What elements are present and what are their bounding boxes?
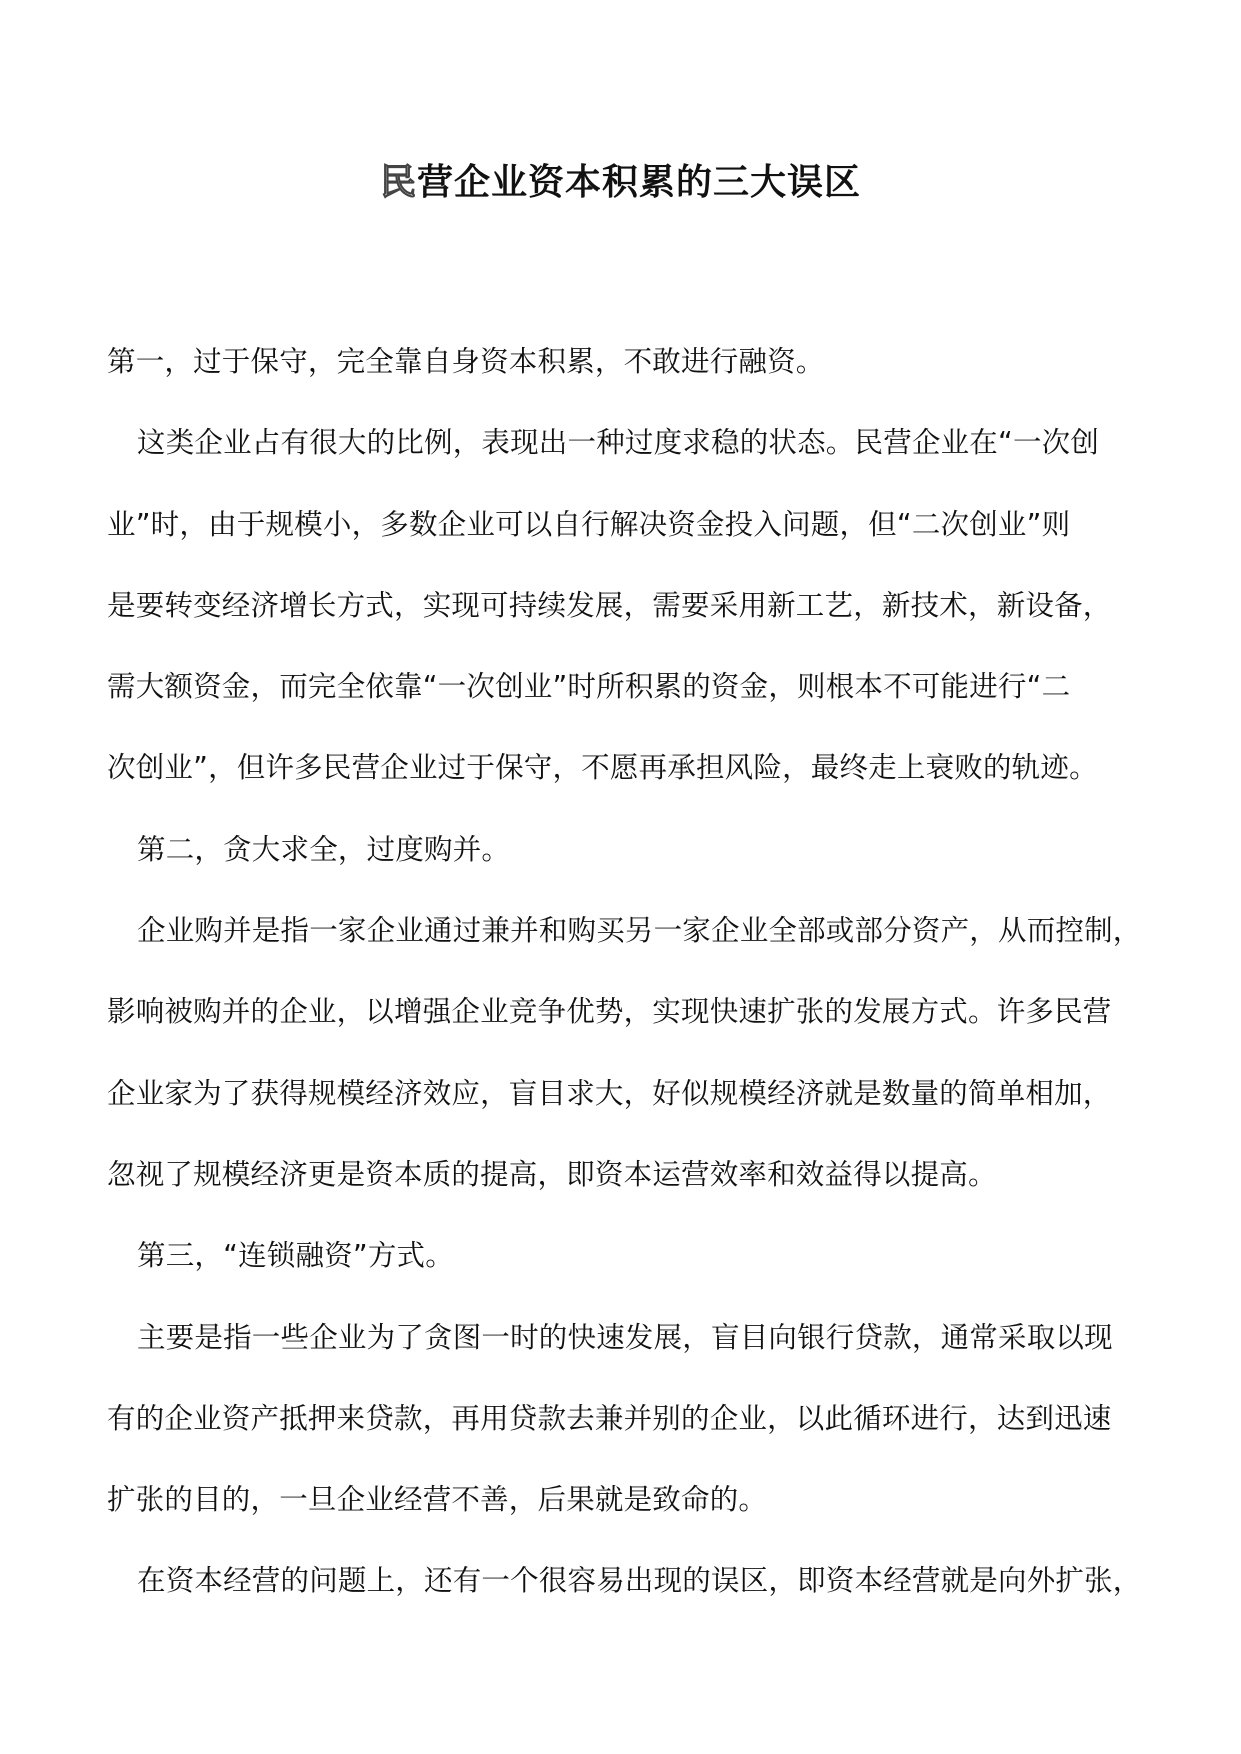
- title-first-char: 民: [379, 162, 417, 203]
- document-title: [0, 158, 1241, 208]
- text-line: 次创业”，但许多民营企业过于保守，不愿再承担风险，最终走上衰败的轨迹。: [107, 751, 1098, 785]
- text-line: 业”时，由于规模小，多数企业可以自行解决资金投入问题，但“二次创业”则: [107, 507, 1071, 541]
- document-body: [107, 339, 1142, 1640]
- text-line: 第一，过于保守，完全靠自身资本积累，不敢进行融资。: [107, 345, 825, 378]
- text-line: 是要转变经济增长方式，实现可持续发展，需要采用新工艺，新技术，新设备，: [107, 588, 1112, 622]
- text-line: 这类企业占有很大的比例，表现出一种过度求稳的状态。民营企业在“一次创: [137, 426, 1100, 460]
- text-line: 扩张的目的，一旦企业经营不善，后果就是致命的。: [107, 1483, 768, 1517]
- text-line: 企业家为了获得规模经济效应，盲目求大，好似规模经济就是数量的简单相加，: [107, 1076, 1112, 1110]
- text-line: 需大额资金，而完全依靠“一次创业”时所积累的资金，则根本不可能进行“二: [107, 670, 1071, 704]
- title-rest: 营企业资本积累的三大误区: [417, 162, 862, 203]
- text-line: 企业购并是指一家企业通过兼并和购买另一家企业全部或部分资产，从而控制，: [137, 914, 1142, 948]
- text-line: 影响被购并的企业，以增强企业竞争优势，实现快速扩张的发展方式。许多民营: [107, 995, 1112, 1029]
- text-line: 忽视了规模经济更是资本质的提高，即资本运营效率和效益得以提高。: [107, 1157, 997, 1191]
- text-line: 主要是指一些企业为了贪图一时的快速发展，盲目向银行贷款，通常采取以现: [137, 1320, 1113, 1354]
- text-line: 第三，“连锁融资”方式。: [137, 1239, 454, 1273]
- text-line: 在资本经营的问题上，还有一个很容易出现的误区，即资本经营就是向外扩张，: [137, 1564, 1142, 1598]
- text-line: 第二，贪大求全，过度购并。: [137, 832, 511, 866]
- text-line: 有的企业资产抵押来贷款，再用贷款去兼并别的企业，以此循环进行，达到迅速: [107, 1401, 1112, 1435]
